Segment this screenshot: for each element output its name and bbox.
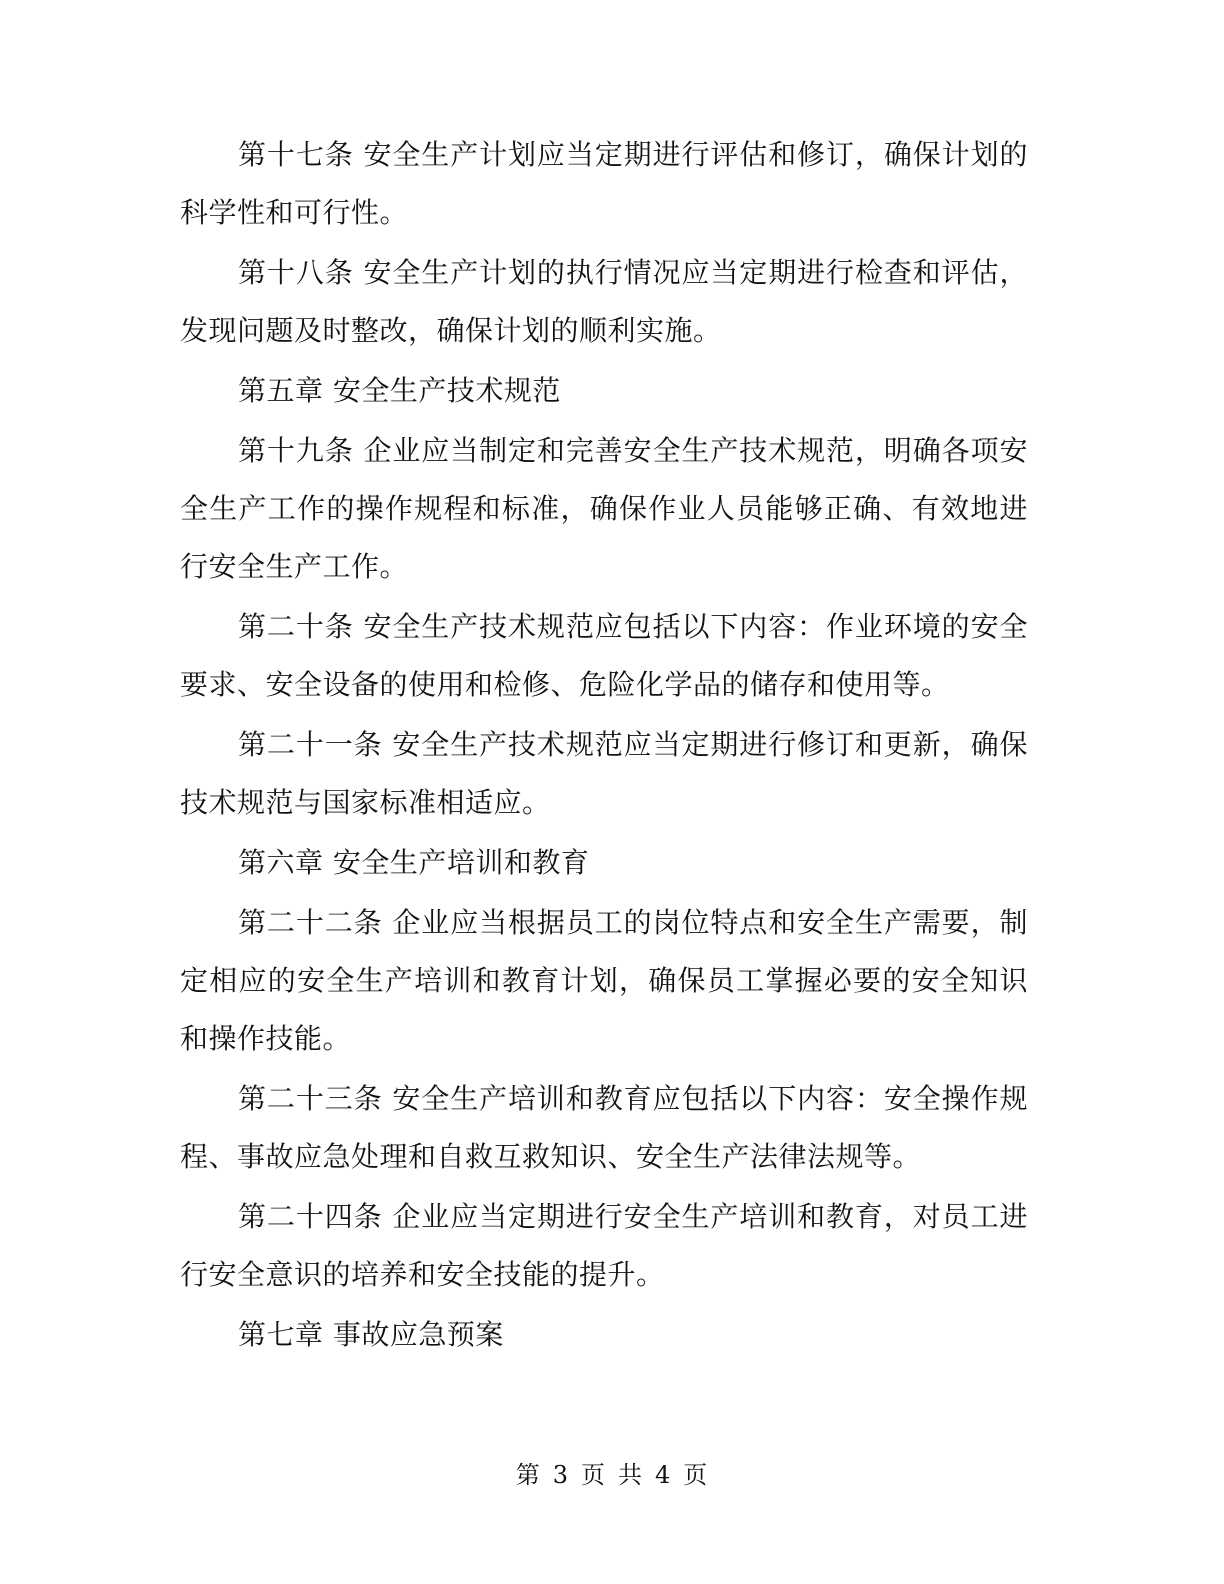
chapter-6-heading: 第六章 安全生产培训和教育	[238, 846, 590, 879]
page-footer	[0, 1460, 1224, 1490]
chapter-7-heading: 第七章 事故应急预案	[238, 1318, 504, 1351]
article-22: 第二十二条 企业应当根据员工的岗位特点和安全生产需要，制定相应的安全生产培训和教育计划，确保员工掌握必要的安全知识和操作技能。	[180, 906, 1028, 1055]
article-24: 第二十四条 企业应当定期进行安全生产培训和教育，对员工进行安全意识的培养和安全技能的提升。	[180, 1200, 1028, 1291]
article-23: 第二十三条 安全生产培训和教育应包括以下内容：安全操作规程、事故应急处理和自救互救知识、安全生产法律法规等。	[180, 1082, 1028, 1173]
footer-total-prefix: 共	[618, 1461, 643, 1489]
footer-prefix: 第	[515, 1461, 541, 1489]
document-body	[180, 126, 1028, 1366]
footer-total-suffix: 页	[683, 1461, 709, 1489]
article-19: 第十九条 企业应当制定和完善安全生产技术规范，明确各项安全生产工作的操作规程和标准，确保作业人员能够正确、有效地进行安全生产工作。	[180, 434, 1028, 583]
footer-page-word: 页	[581, 1461, 606, 1489]
chapter-5-heading: 第五章 安全生产技术规范	[238, 374, 561, 407]
current-page-number: 3	[552, 1461, 569, 1489]
article-18: 第十八条 安全生产计划的执行情况应当定期进行检查和评估，发现问题及时整改，确保计划的顺利实施。	[180, 256, 1028, 347]
article-20: 第二十条 安全生产技术规范应包括以下内容：作业环境的安全要求、安全设备的使用和检修、危险化学品的储存和使用等。	[180, 610, 1028, 701]
article-17: 第十七条 安全生产计划应当定期进行评估和修订，确保计划的科学性和可行性。	[180, 138, 1028, 229]
total-page-number: 4	[655, 1461, 672, 1489]
article-21: 第二十一条 安全生产技术规范应当定期进行修订和更新，确保技术规范与国家标准相适应。	[180, 728, 1028, 819]
